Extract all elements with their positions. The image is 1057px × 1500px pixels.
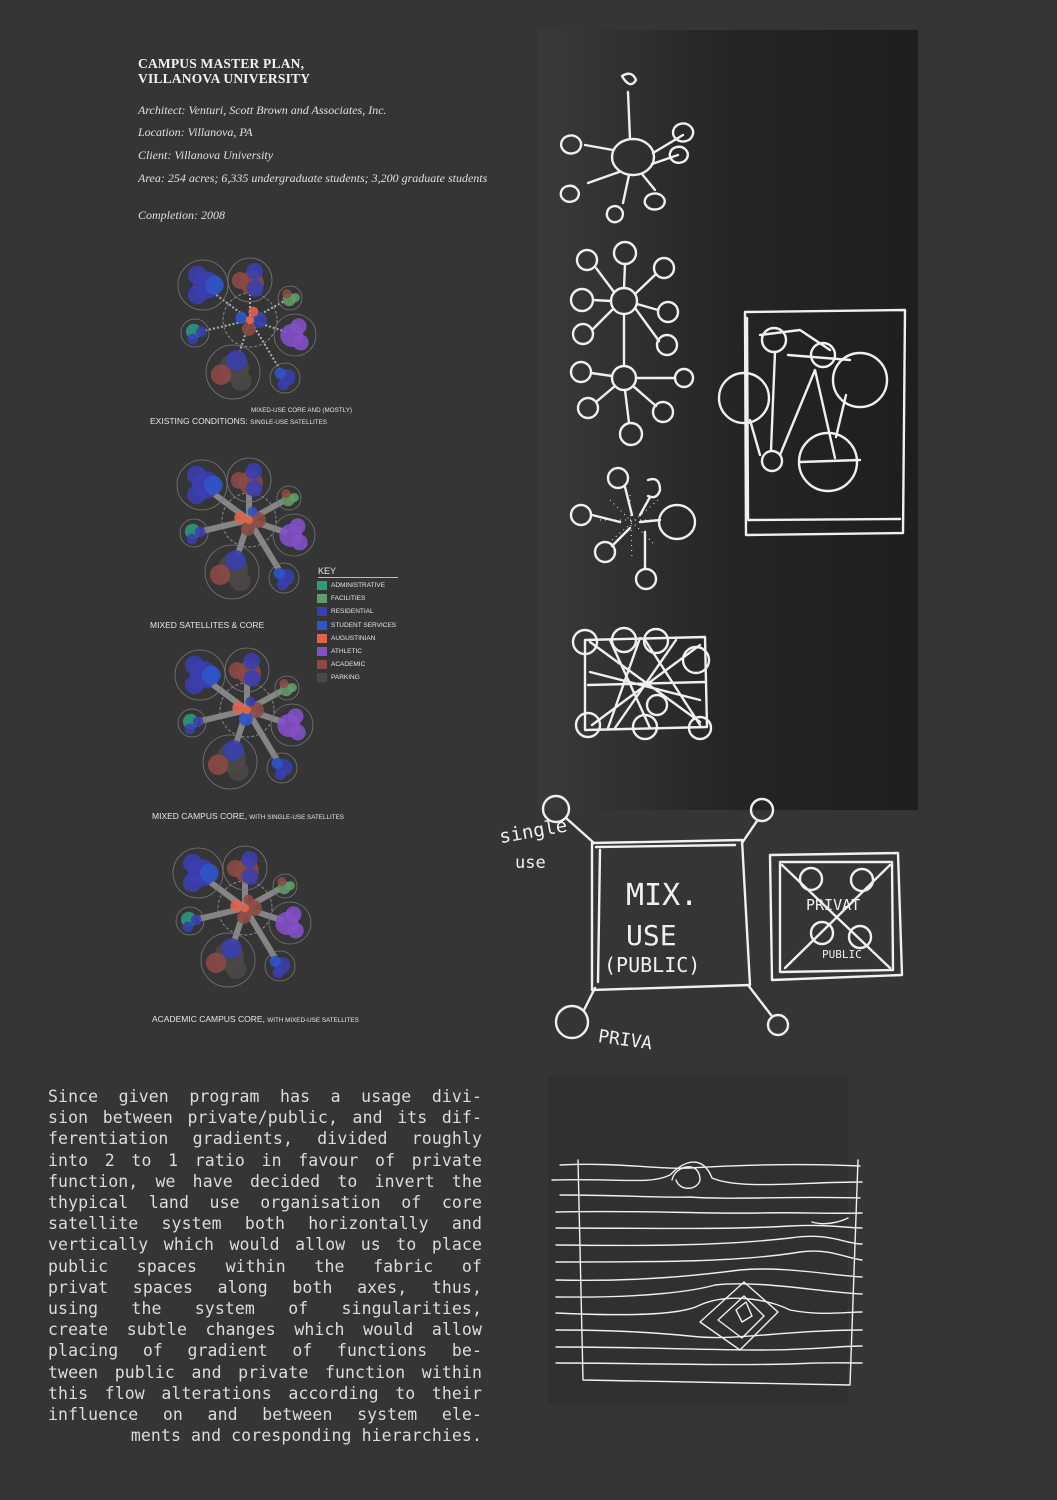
location-line: Location: Villanova, PA bbox=[138, 125, 253, 139]
description-line: thypical land use organisation of core bbox=[48, 1193, 482, 1213]
sketch-label-mix: MIX. bbox=[626, 878, 699, 913]
description-line: privat spaces along both axes, thus, bbox=[48, 1277, 482, 1297]
description-line: placing of gradient of functions be- bbox=[48, 1341, 482, 1361]
sketch-label-use: use bbox=[515, 853, 546, 873]
concept-description bbox=[48, 1086, 482, 1446]
description-line: satellite system both horizontally and bbox=[48, 1214, 482, 1234]
key-label: PARKING bbox=[331, 674, 360, 682]
key-label: ACADEMIC bbox=[331, 661, 366, 669]
key-label: STUDENT SERVICES bbox=[331, 621, 397, 629]
diagram-1-caption-main: EXISTING CONDITIONS: bbox=[150, 416, 251, 426]
sketch-label-privat-box: PRIVAT bbox=[806, 896, 861, 914]
client-line: Client: Villanova University bbox=[138, 148, 274, 162]
diagram-3-caption-small: WITH SINGLE-USE SATELLITES bbox=[249, 814, 345, 821]
diagram-4-caption-small: WITH MIXED-USE SATELLITES bbox=[267, 1017, 359, 1024]
completion-line: Completion: 2008 bbox=[138, 208, 225, 222]
sketch-mix-use-box bbox=[543, 796, 788, 1038]
area-line: Area: 254 acres; 6,335 undergraduate students; 3,200 graduate students bbox=[138, 171, 488, 185]
architect-line: Architect: Venturi, Scott Brown and Associates, Inc. bbox=[138, 103, 387, 117]
key-label: RESIDENTIAL bbox=[331, 608, 374, 616]
description-line: Since given program has a usage divi- bbox=[48, 1087, 482, 1106]
sketch-label-priva: PRIVA bbox=[596, 1026, 654, 1055]
description-line: tween public and private function within bbox=[48, 1362, 482, 1382]
diagram-1-caption-above: MIXED-USE CORE AND (MOSTLY) bbox=[251, 407, 352, 414]
key-title: KEY bbox=[318, 566, 398, 578]
key-label: ADMINISTRATIVE bbox=[331, 582, 386, 589]
description-line: create subtle changes which would allow bbox=[48, 1320, 482, 1340]
description-line: ferentiation gradients, divided roughly bbox=[48, 1129, 482, 1149]
diagram-3-caption-main: MIXED CAMPUS CORE, bbox=[152, 811, 250, 821]
description-line: into 2 to 1 ratio in favour of private bbox=[48, 1150, 482, 1170]
sketch-label-single: single bbox=[497, 814, 569, 849]
title-line-2: VILLANOVA UNIVERSITY bbox=[138, 71, 311, 86]
flow-sketch-background bbox=[548, 1075, 848, 1405]
sketch-label-public-box: PUBLIC bbox=[822, 948, 862, 961]
description-line: vertically which would allow us to place bbox=[48, 1235, 482, 1255]
description-line: public spaces within the fabric of bbox=[48, 1256, 482, 1276]
description-line: sion between private/public, and its dif- bbox=[48, 1108, 482, 1128]
description-line: this flow alterations according to their bbox=[48, 1383, 482, 1403]
sketch-label-use-public: USE bbox=[626, 919, 677, 952]
description-line: function, we have decided to invert the bbox=[48, 1171, 482, 1191]
diagram-2-caption: MIXED SATELLITES & CORE bbox=[150, 620, 265, 630]
title-line-1: CAMPUS MASTER PLAN, bbox=[138, 56, 305, 71]
diagram-4-caption-main: ACADEMIC CAMPUS CORE, bbox=[152, 1014, 268, 1024]
description-line: using the system of singularities, bbox=[48, 1299, 482, 1319]
key-label: AUGUSTINIAN bbox=[331, 634, 376, 642]
key-label: FACILITIES bbox=[331, 595, 366, 603]
description-last-line: ments and coresponding hierarchies. bbox=[130, 1426, 482, 1446]
key-label: ATHLETIC bbox=[331, 648, 362, 655]
sketch-label-public-paren: (PUBLIC) bbox=[604, 953, 701, 977]
diagram-1-caption-small: SINGLE-USE SATELLITES bbox=[250, 419, 327, 426]
description-line: influence on and between system ele- bbox=[48, 1405, 482, 1425]
